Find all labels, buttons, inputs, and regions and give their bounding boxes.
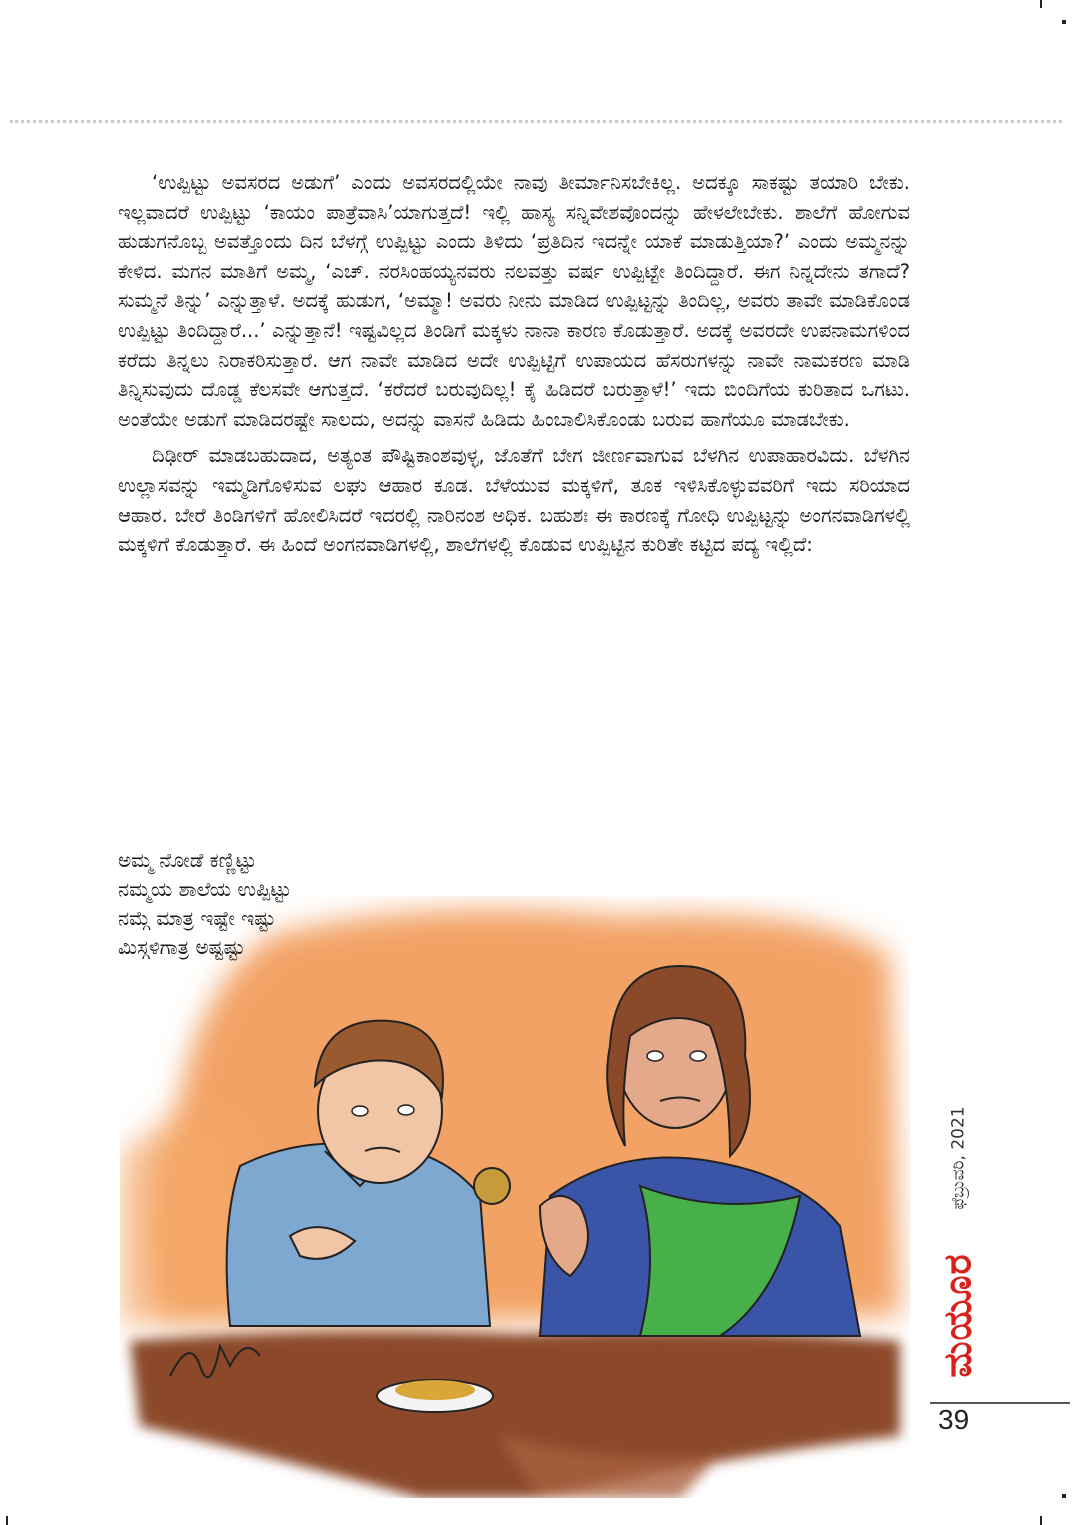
- magazine-logo: [928, 1240, 988, 1390]
- page-number: 39: [938, 1404, 970, 1435]
- crop-mark-right-edge: [1062, 1494, 1066, 1498]
- header-dotted-rule: [10, 120, 1062, 123]
- poem-line: ನಮ್ಮಯ ಶಾಲೆಯ ಉಪ್ಪಿಟ್ಟು: [118, 877, 292, 901]
- crop-mark-top-right: [1062, 20, 1066, 24]
- article-body: [118, 168, 910, 567]
- issue-date-text: ಫೆಬ್ರುವರಿ, 2021: [949, 1106, 970, 1210]
- poem-line: ಅಮ್ಮ ನೋಡೆ ಕಣ್ಣಿಟ್ಟು: [118, 848, 257, 872]
- cartoon-illustration: [120, 896, 910, 1498]
- paragraph: ದಿಢೀರ್ ಮಾಡಬಹುದಾದ, ಅತ್ಯಂತ ಪೌಷ್ಟಿಕಾಂಶವುಳ್ಳ, ಜೊತೆಗೆ ಬೇಗ ಜೀರ್ಣವಾಗುವ ಬೆಳಗಿನ ಉಪಾಹಾರವಿದು. ಬೆಳಗಿನ ಉಲ್ಲಾಸವನ್ನು ಇಮ್ಮಡಿಗೊಳಿಸುವ ಲಘು ಆಹಾರ ಕೂಡ. ಬೆಳೆಯುವ ಮಕ್ಕಳಿಗೆ, ತೂಕ ಇಳಿಸಿಕೊಳ್ಳುವವರಿಗೆ ಇದು ಸರಿಯಾದ ಆಹಾರ. ಬೇರೆ ತಿಂಡಿಗಳಿಗೆ ಹೋಲಿಸಿದರೆ ಇದರಲ್ಲಿ ನಾರಿನಂಶ ಅಧಿಕ. ಬಹುಶಃ ಈ ಕಾರಣಕ್ಕೆ ಗೋಧಿ ಉಪ್ಪಿಟ್ಟನ್ನು ಅಂಗನವಾಡಿಗಳಲ್ಲಿ ಮಕ್ಕಳಿಗೆ ಕೊಡುತ್ತಾರೆ. ಈ ಹಿಂದೆ ಅಂಗನವಾಡಿಗಳಲ್ಲಿ, ಶಾಲೆಗಳಲ್ಲಿ ಕೊಡುವ ಉಪ್ಪಿಟ್ಟಿನ ಕುರಿತೇ ಕಟ್ಟಿದ ಪದ್ಯ ಇಲ್ಲಿದೆ:: [118, 444, 911, 557]
- poem: [118, 846, 291, 962]
- crop-mark-bottom-right: [1040, 1516, 1042, 1525]
- uppittu-plate: [377, 1380, 493, 1412]
- crop-mark-bottom-left: [6, 1516, 8, 1525]
- paragraph: ‘ಉಪ್ಪಿಟ್ಟು ಅವಸರದ ಅಡುಗೆ’ ಎಂದು ಅವಸರದಲ್ಲಿಯೇ ನಾವು ತೀರ್ಮಾನಿಸಬೇಕಿಲ್ಲ. ಅದಕ್ಕೂ ಸಾಕಷ್ಟು ತಯಾರಿ ಬೇಕು. ಇಲ್ಲವಾದರೆ ಉಪ್ಪಿಟ್ಟು ‘ಕಾಯಂ ಪಾತ್ರೆವಾಸಿ’ಯಾಗುತ್ತದೆ! ಇಲ್ಲಿ ಹಾಸ್ಯ ಸನ್ನಿವೇಶವೊಂದನ್ನು ಹೇಳಲೇಬೇಕು. ಶಾಲೆಗೆ ಹೋಗುವ ಹುಡುಗನೊಬ್ಬ ಅವತ್ತೊಂದು ದಿನ ಬೆಳಗ್ಗೆ ಉಪ್ಪಿಟ್ಟು ಎಂದು ತಿಳಿದು ‘ಪ್ರತಿದಿನ ಇದನ್ನೇ ಯಾಕೆ ಮಾಡುತ್ತಿಯಾ?’ ಎಂದು ಅಮ್ಮನನ್ನು ಕೇಳಿದ. ಮಗನ ಮಾತಿಗೆ ಅಮ್ಮ, ‘ಎಚ್. ನರಸಿಂಹಯ್ಯನವರು ನಲವತ್ತು ವರ್ಷ ಉಪ್ಪಿಟ್ಟೇ ತಿಂದಿದ್ದಾರೆ. ಈಗ ನಿನ್ನದೇನು ತಗಾದೆ? ಸುಮ್ಮನೆ ತಿನ್ನು’ ಎನ್ನುತ್ತಾಳೆ. ಅದಕ್ಕೆ ಹುಡುಗ, ‘ಅಮ್ಮಾ! ಅವರು ನೀನು ಮಾಡಿದ ಉಪ್ಪಿಟ್ಟನ್ನು ತಿಂದಿಲ್ಲ, ಅವರು ತಾವೇ ಮಾಡಿಕೊಂಡ ಉಪ್ಪಿಟ್ಟು ತಿಂದಿದ್ದಾರೆ...’ ಎನ್ನುತ್ತಾನೆ! ಇಷ್ಟವಿಲ್ಲದ ತಿಂಡಿಗೆ ಮಕ್ಕಳು ನಾನಾ ಕಾರಣ ಕೊಡುತ್ತಾರೆ. ಅದಕ್ಕೆ ಅವರದೇ ಉಪನಾಮಗಳಿಂದ ಕರೆದು ತಿನ್ನಲು ನಿರಾಕರಿಸುತ್ತಾರೆ. ಆಗ ನಾವೇ ಮಾಡಿದ ಅದೇ ಉಪ್ಪಿಟ್ಟಿಗೆ ಉಪಾಯದ ಹೆಸರುಗಳನ್ನು ನಾವೇ ನಾಮಕರಣ ಮಾಡಿ ತಿನ್ನಿಸುವುದು ದೊಡ್ಡ ಕೆಲಸವೇ ಆಗುತ್ತದೆ. ‘ಕರೆದರೆ ಬರುವುದಿಲ್ಲ! ಕೈ ಹಿಡಿದರೆ ಬರುತ್ತಾಳೆ!’ ಇದು ಬಿಂದಿಗೆಯ ಕುರಿತಾದ ಒಗಟು. ಅಂತೆಯೇ ಅಡುಗೆ ಮಾಡಿದರಷ್ಟೇ ಸಾಲದು, ಅದನ್ನು ವಾಸನೆ ಹಿಡಿದು ಹಿಂಬಾಲಿಸಿಕೊಂಡು ಬರುವ ಹಾಗೆಯೂ ಮಾಡಬೇಕು.: [118, 171, 910, 431]
- poem-line: ನಮ್ಗೆ ಮಾತ್ರ ಇಷ್ಟೇ ಇಷ್ಟು: [118, 906, 276, 930]
- poem-line: ಮಿಸ್ಗಳಿಗಾತ್ರ ಅಷ್ಟಷ್ಟು: [118, 935, 246, 959]
- table: [130, 1331, 900, 1498]
- magazine-name: ಮಯೂರ: [935, 1252, 980, 1378]
- crop-mark-top: [1040, 0, 1042, 8]
- issue-date: [934, 1098, 984, 1218]
